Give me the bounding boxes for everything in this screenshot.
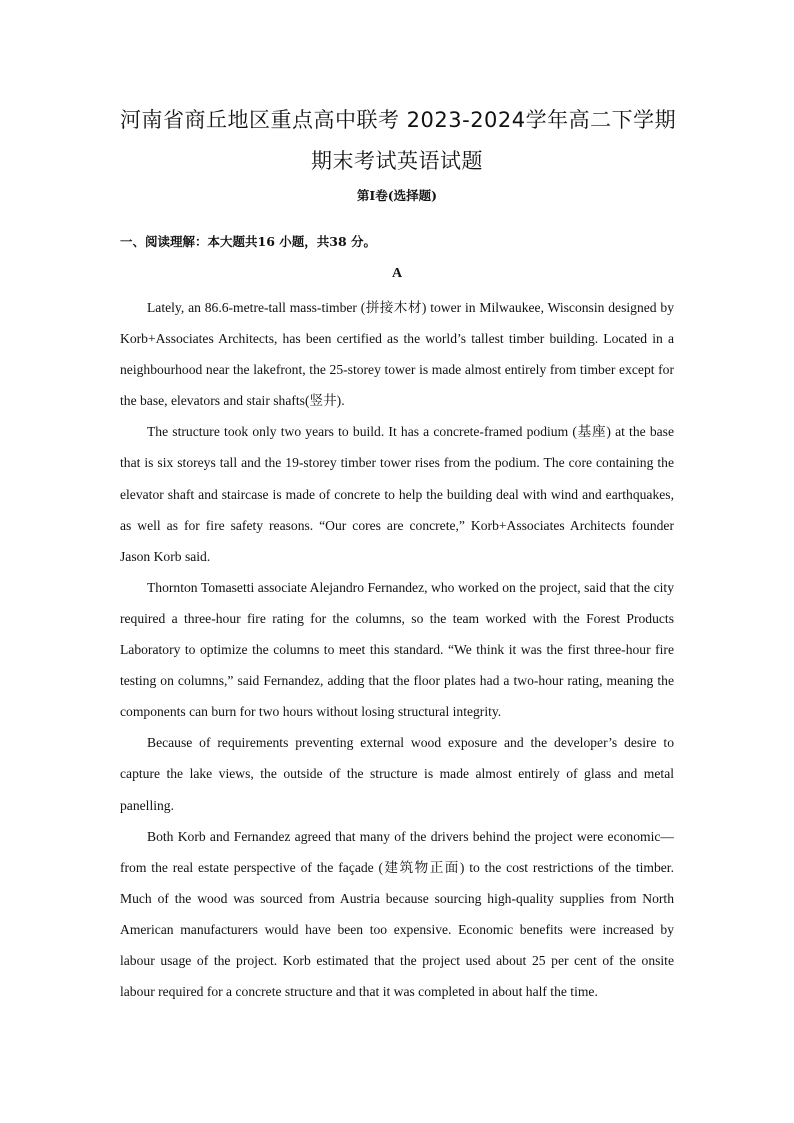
paragraph: Lately, an 86.6-metre-tall mass-timber (拼接木材) tower in Milwaukee, Wisconsin designed by Korb+Associates Architects, has been certified as the world’s tallest timber building. Located in a neighbourhood near the lakefront, the 25-storey tower is made almost entirely from timber except for the base, elevators and stair shafts(竖井). (120, 300, 674, 409)
document-title-line-2: 期末考试英语试题 (311, 149, 483, 173)
passage-label: A (391, 266, 403, 281)
section-heading: 一、阅读理解：本大题共16 小题，共38 分。 (120, 234, 376, 249)
paragraph: The structure took only two years to build. It has a concrete-framed podium (基座) at the base that is six storeys tall and the 19-storey timber tower rises from the podium. The core containing the elevator shaft and staircase is made of concrete to help the building deal with wind and earthquakes, as well as for fire safety reasons. “Our cores are concrete,” Korb+Associates Architects founder Jason Korb said. (120, 424, 674, 564)
document-title-line-1: 河南省商丘地区重点高中联考 2023-2024学年高二下学期 (120, 108, 677, 132)
volume-subtitle: 第I卷(选择题) (356, 188, 438, 203)
paragraph: Thornton Tomasetti associate Alejandro Fernandez, who worked on the project, said that the city required a three-hour fire rating for the columns, so the team worked with the Forest Products Laboratory to optimize the columns to meet this standard. “We think it was the first three-hour fire testing on columns,” said Fernandez, adding that the floor plates had a two-hour rating, meaning the components can burn for two hours without losing structural integrity. (120, 579, 674, 720)
paragraph: Because of requirements preventing external wood exposure and the developer’s desire to capture the lake views, the outside of the structure is made almost entirely of glass and metal panelling. (120, 735, 674, 813)
passage-body (120, 292, 674, 1007)
paragraph: Both Korb and Fernandez agreed that many of the drivers behind the project were economic—from the real estate perspective of the façade (建筑物正面) to the cost restrictions of the timber. Much of the wood was sourced from Austria because sourcing high-quality supplies from North American manufacturers would have been too expensive. Economic benefits were increased by labour usage of the project. Korb estimated that the project used about 25 per cent of the onsite labour required for a concrete structure and that it was completed in about half the time. (120, 828, 674, 1000)
